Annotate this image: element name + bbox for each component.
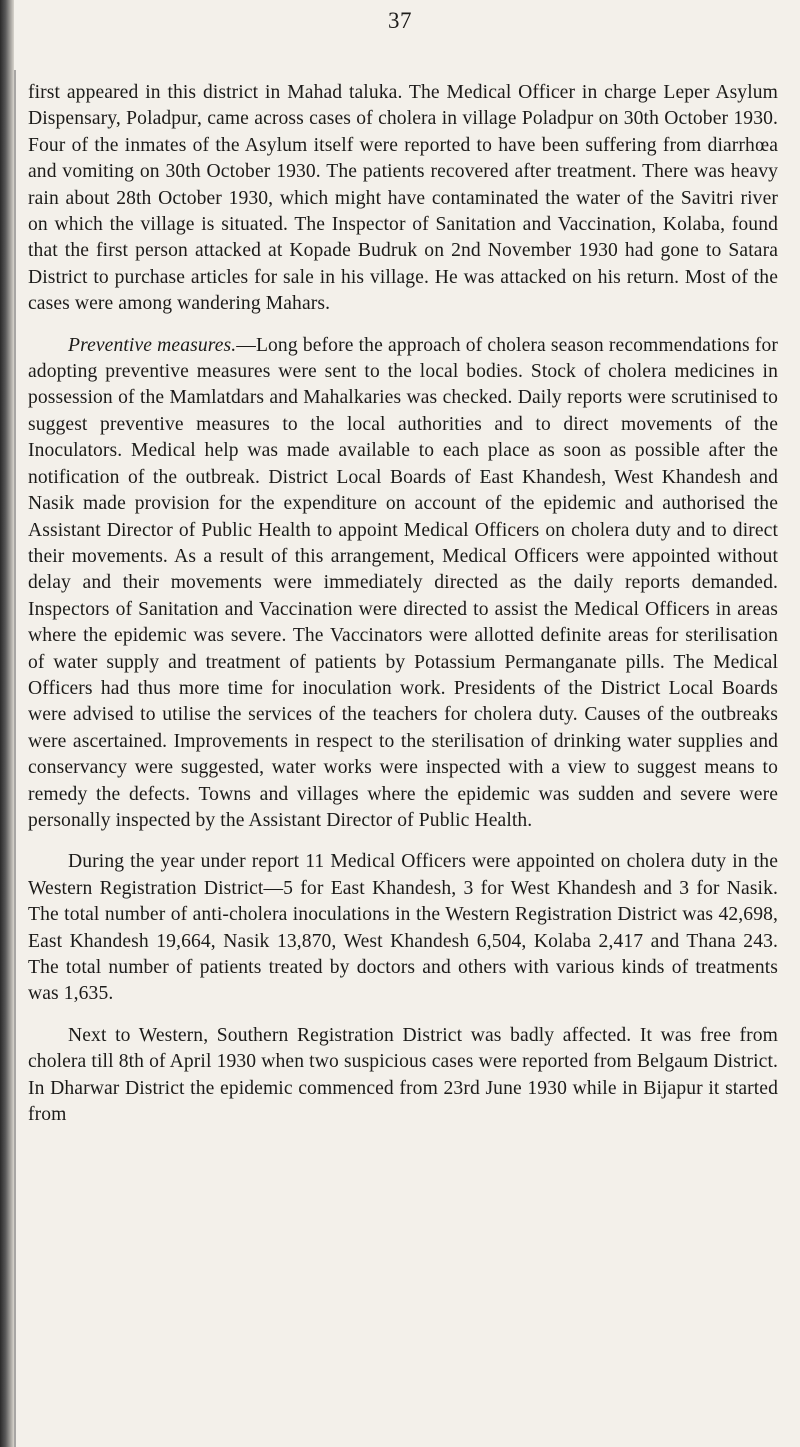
paragraph-text: —Long before the approach of cholera season recommendations for adopting preventive measures were sent to the local bodies. Stock of cholera medicines in possession of the Mamlatdars and Mahalkaries was checked. Daily reports were scrutinised to suggest preventive measures to the local authorities and to direct movements of the Inoculators. Medical help was made available to each place as soon as possible after the notification of the outbreak. District Local Boards of East Khandesh, West Khandesh and Nasik made provision for the expenditure on account of the epidemic and authorised the Assistant Director of Public Health to appoint Medical Officers on cholera duty and to direct their movements. As a result of this arrangement, Medical Officers were appointed without delay and their movements were immediately directed as the daily reports demanded. Inspectors of Sanitation and Vaccination were directed to assist the Medical Officers in areas where the epidemic was severe. The Vaccinators were allotted definite areas for sterilisation of water supply and treatment of patients by Potassium Permanganate pills. The Medical Officers had thus more time for inoculation work. Presidents of the District Local Boards were advised to utilise the services of the teachers for cholera duty. Causes of the outbreaks were ascertained. Improvements in respect to the sterilisation of drinking water supplies and conservancy were suggested, water works were inspected with a view to suggest means to remedy the defects. Towns and villages where the epidemic was sudden and severe were personally inspected by the Assistant Director of Public Health. (28, 334, 778, 831)
paragraph-text: During the year under report 11 Medical Officers were appointed on cholera duty in the Western Registration District—5 for East Khandesh, 3 for West Khandesh and 3 for Nasik. The total number of anti-cholera inoculations in the Western Registration District was 42,698, East Khandesh 19,664, Nasik 13,870, West Khandesh 6,504, Kolaba 2,417 and Thana 243. The total number of patients treated by doctors and others with various kinds of treatments was 1,635. (28, 851, 778, 1005)
paragraph-preventive-measures (28, 333, 778, 835)
section-lead-heading: Preventive measures. (68, 334, 237, 356)
paragraph-text: Next to Western, Southern Registration District was badly affected. It was free from cholera till 8th of April 1930 when two suspicious cases were reported from Belgaum District. In Dharwar District the epidemic commenced from 23rd June 1930 while in Bijapur it started from (28, 1024, 778, 1126)
binding-shadow (0, 0, 14, 1447)
paragraph-medical-officers (28, 849, 778, 1007)
paragraph-cholera-origin (28, 80, 778, 318)
gutter-line (14, 70, 16, 1447)
page-number: 37 (388, 8, 412, 33)
paragraph-text: first appeared in this district in Mahad taluka. The Medical Officer in charge Leper Asylum Dispensary, Poladpur, came across cases of cholera in village Poladpur on 30th October 1930. Four of the inmates of the Asylum itself were reported to have been suffering from diarrhœa and vomiting on 30th October 1930. The patients recovered after treatment. There was heavy rain about 28th October 1930, which might have contaminated the water of the Savitri river on which the village is situated. The Inspector of Sanitation and Vaccination, Kolaba, found that the first person attacked at Kopade Budruk on 2nd November 1930 had gone to Satara District to purchase articles for sale in his village. He was attacked on his return. Most of the cases were among wandering Mahars. (28, 82, 778, 315)
page-body (28, 80, 778, 1143)
paragraph-southern-district (28, 1023, 778, 1129)
